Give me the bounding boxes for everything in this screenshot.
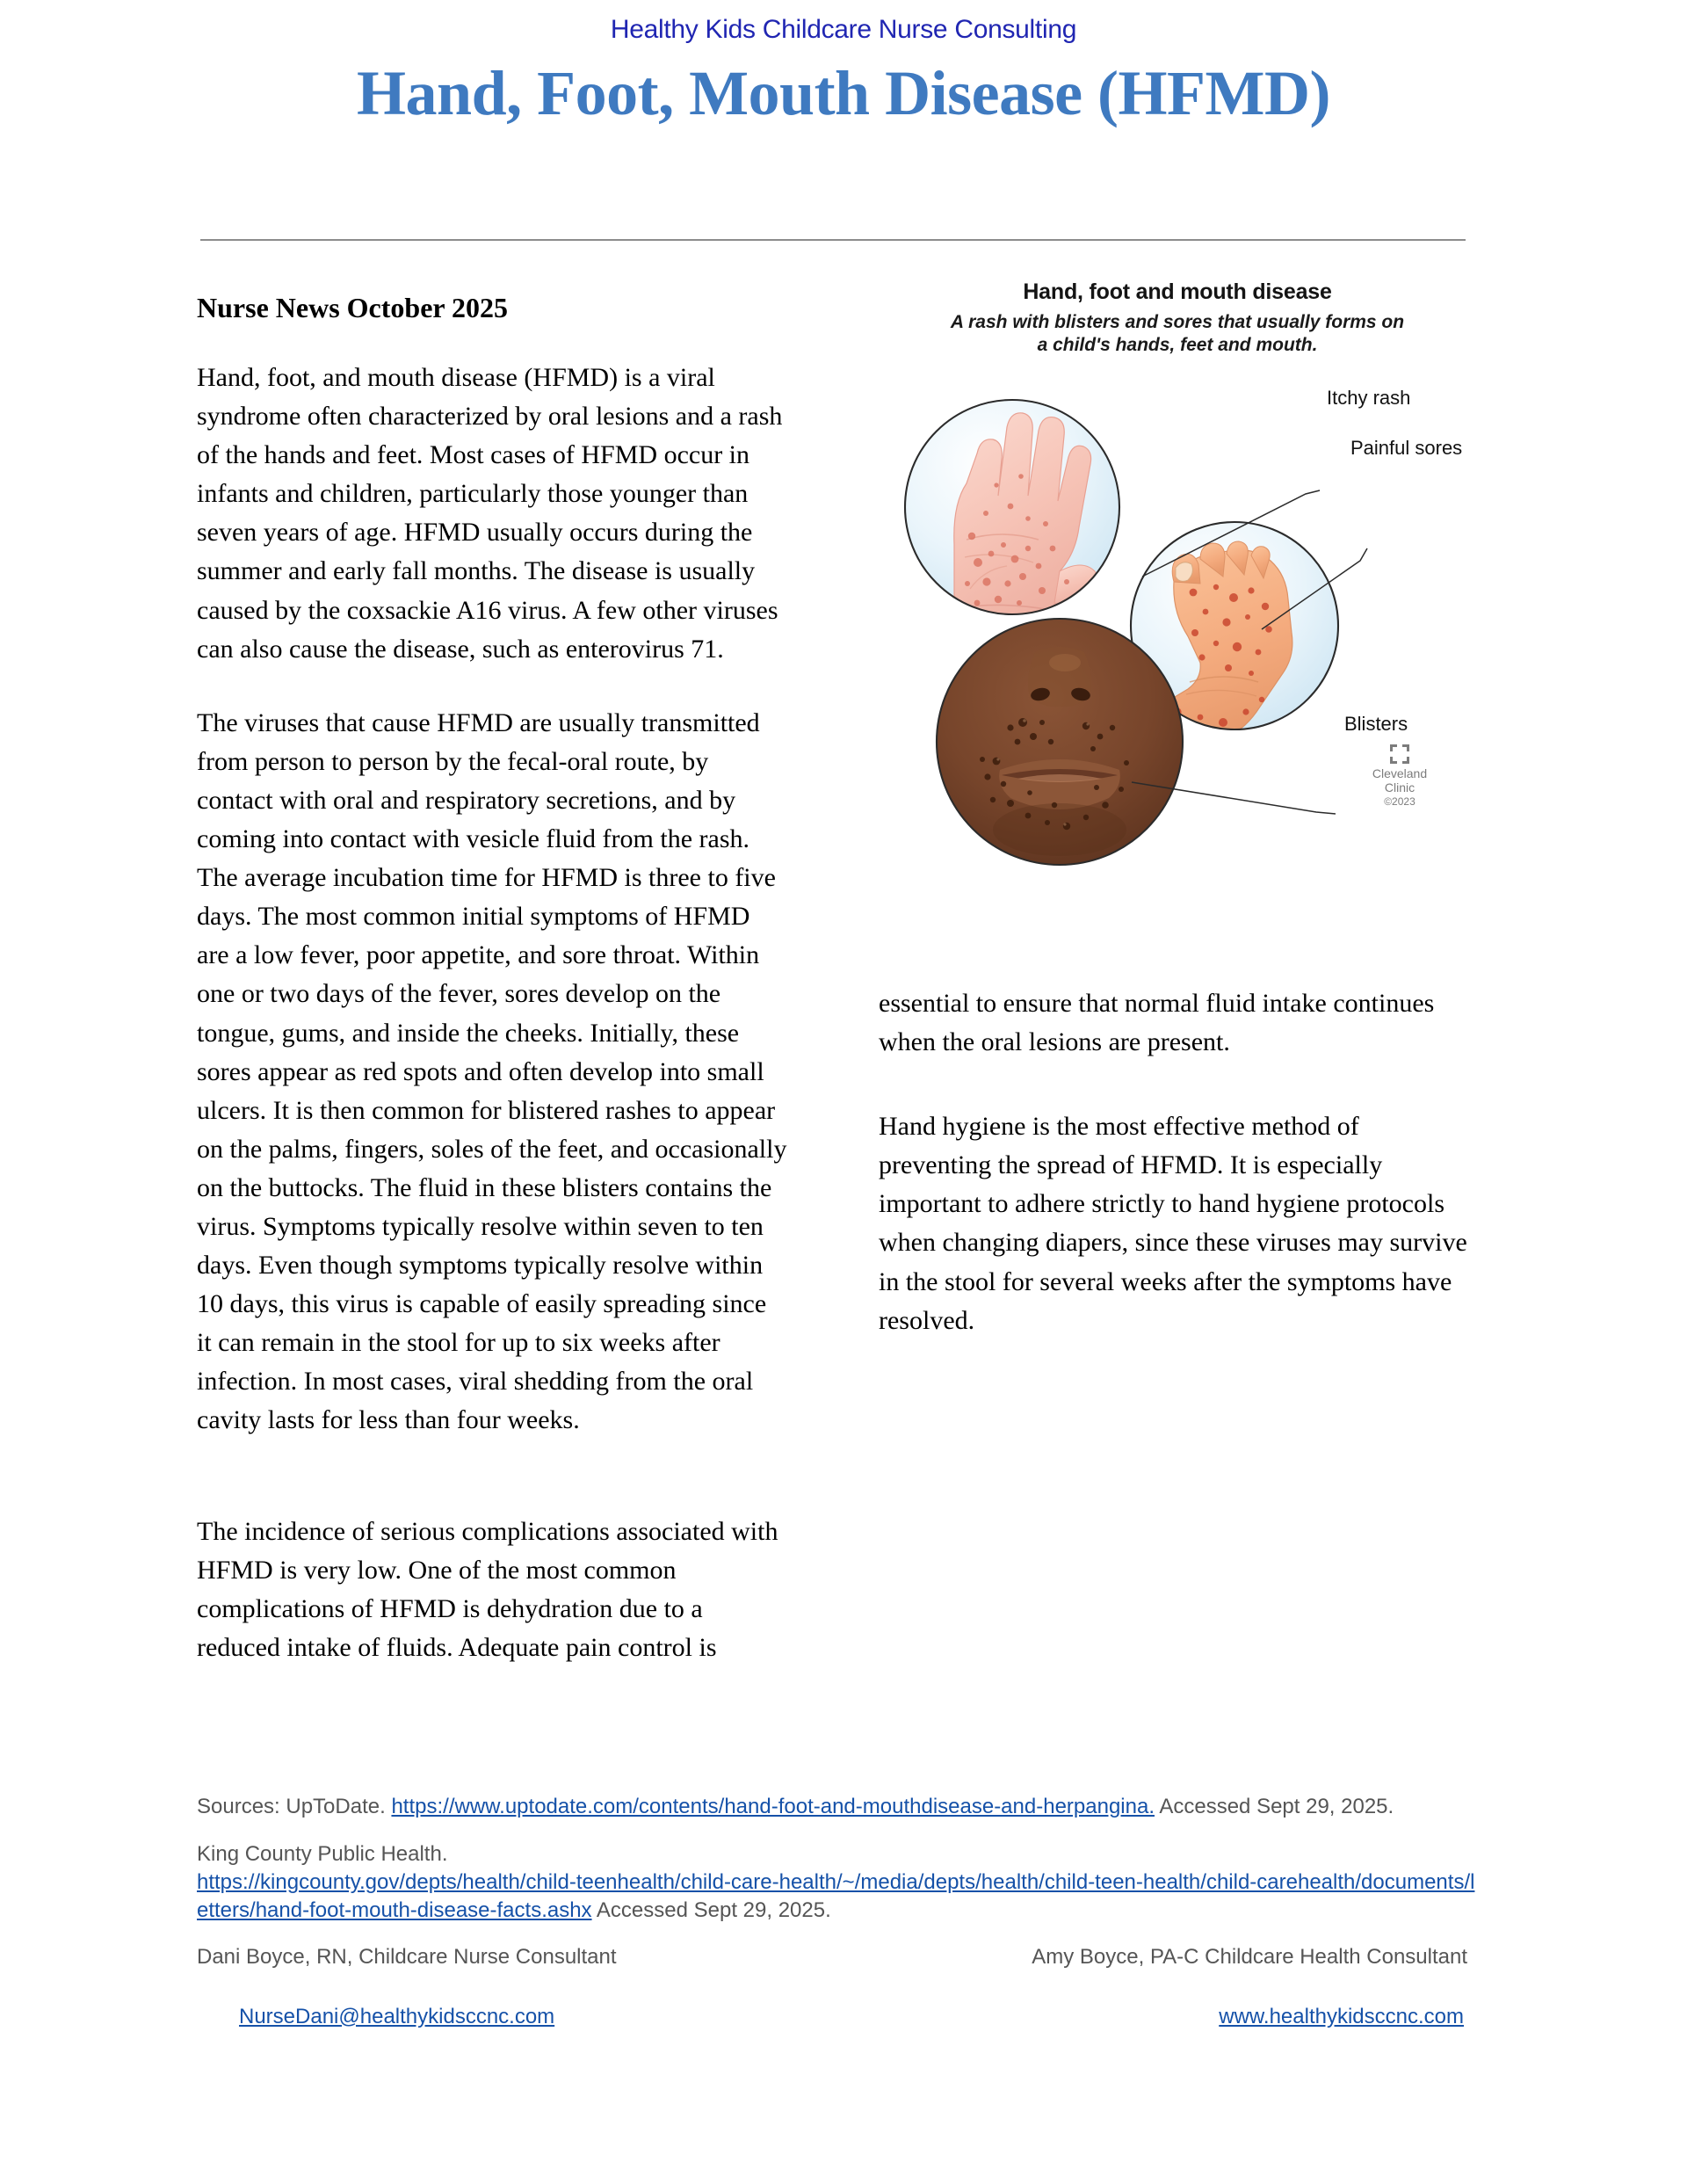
- cleveland-clinic-copyright: ©2023: [1384, 795, 1415, 809]
- source-1-prefix: Sources: UpToDate.: [197, 1795, 386, 1818]
- cleveland-clinic-name-line-1: Cleveland: [1372, 766, 1428, 780]
- masthead: [0, 0, 1687, 128]
- face-circle-illustration: [937, 619, 1183, 865]
- footer: [197, 1793, 1481, 2047]
- section-heading: Nurse News October 2025: [197, 292, 509, 323]
- contact-row: [197, 2005, 1481, 2047]
- illustration-canvas: [879, 373, 1476, 974]
- right-paragraph-2: Hand hygiene is the most effective method of preventing the spread of HFMD. It is especially important to adhere strictly to hand hygiene protocols when changing diapers, since these viruses may survive in the stool for several weeks after the symptoms have resolved.: [879, 1112, 1467, 1335]
- header-divider: [200, 239, 1466, 241]
- body-paragraph-3: The incidence of serious complications associated with HFMD is very low. One of the most common complications of HFMD is dehydration due to a reduced intake of fluids. Adequate pain control is: [197, 1516, 778, 1662]
- signature-row: [197, 1945, 1481, 1984]
- cleveland-clinic-logo-icon: [1389, 744, 1410, 765]
- hfmd-illustration: [879, 279, 1476, 974]
- body-paragraph-2: The viruses that cause HFMD are usually transmitted from person to person by the fecal-oral route, by contact with oral and respiratory secretions, and by coming into contact with vesicle fluid from the rash. The average incubation time for HFMD is three to five days. The most common initial symptoms of HFMD are a low fever, poor appetite, and sore throat. Within one or two days of the fever, sores develop on the tongue, gums, and inside the cheeks. Initially, these sores appear as red spots and often develop into small ulcers. It is then common for blistered rashes to appear on the palms, fingers, soles of the feet, and occasionally on the buttocks. The fluid in these blisters contains the virus. Symptoms typically resolve within seven to ten days. Even though symptoms typically resolve within 10 days, this virus is capable of easily spreading since it can remain in the stool for up to six weeks after infection. In most cases, viral shedding from the oral cavity lasts for less than four weeks.: [197, 707, 787, 1435]
- source-2-prefix: King County Public Health.: [197, 1842, 448, 1867]
- page-title: Hand, Foot, Mouth Disease (HFMD): [357, 58, 1330, 128]
- source-1-suffix: Accessed Sept 29, 2025.: [1159, 1795, 1394, 1818]
- illustration-title: Hand, foot and mouth disease: [1023, 279, 1332, 304]
- source-2-link[interactable]: https://kingcounty.gov/depts/health/child-teenhealth/child-care-health/~/media/depts/health/child-teen-health/child-carehealth/documents/letters/hand-foot-mouth-disease-facts.ashx: [197, 1870, 1475, 1923]
- email-link[interactable]: NurseDani@healthykidsccnc.com: [239, 2004, 555, 2028]
- right-paragraph-1: essential to ensure that normal fluid intake continues when the oral lesions are present.: [879, 989, 1435, 1057]
- illustration-subtitle: A rash with blisters and sores that usually forms on a child's hands, feet and mouth.: [950, 312, 1405, 356]
- callout-label-painful-sores: Painful sores: [1350, 437, 1463, 459]
- cleveland-clinic-name-line-2: Clinic: [1384, 780, 1415, 795]
- source-1-link[interactable]: https://www.uptodate.com/contents/hand-foot-and-mouthdisease-and-herpangina.: [391, 1795, 1155, 1818]
- organization-name: Healthy Kids Childcare Nurse Consulting: [610, 15, 1077, 44]
- cleveland-clinic-credit: [1358, 744, 1442, 809]
- body-paragraph-1: Hand, foot, and mouth disease (HFMD) is a viral syndrome often characterized by oral lesions and a rash of the hands and feet. Most cases of HFMD occur in infants and children, particularly those younger than seven years of age. HFMD usually occurs during the summer and early fall months. The disease is usually caused by the coxsackie A16 virus. A few other viruses can also cause the disease, such as enterovirus 71.: [197, 363, 783, 664]
- website-link[interactable]: www.healthykidsccnc.com: [1219, 2004, 1464, 2028]
- source-entry-kingcounty: [197, 1840, 1481, 1925]
- callout-label-blisters: Blisters: [1344, 713, 1408, 735]
- source-entry-uptodate: [197, 1793, 1481, 1821]
- right-column: [879, 984, 1469, 1375]
- signature-right-name: Amy Boyce, PA-C Childcare Health Consultant: [1032, 1944, 1467, 1969]
- signature-left-name: Dani Boyce, RN, Childcare Nurse Consultant: [197, 1944, 617, 1969]
- source-2-suffix: Accessed Sept 29, 2025.: [596, 1898, 831, 1923]
- hand-circle-illustration: [905, 400, 1119, 636]
- left-column: [197, 290, 787, 1702]
- callout-label-itchy-rash: Itchy rash: [1327, 387, 1411, 409]
